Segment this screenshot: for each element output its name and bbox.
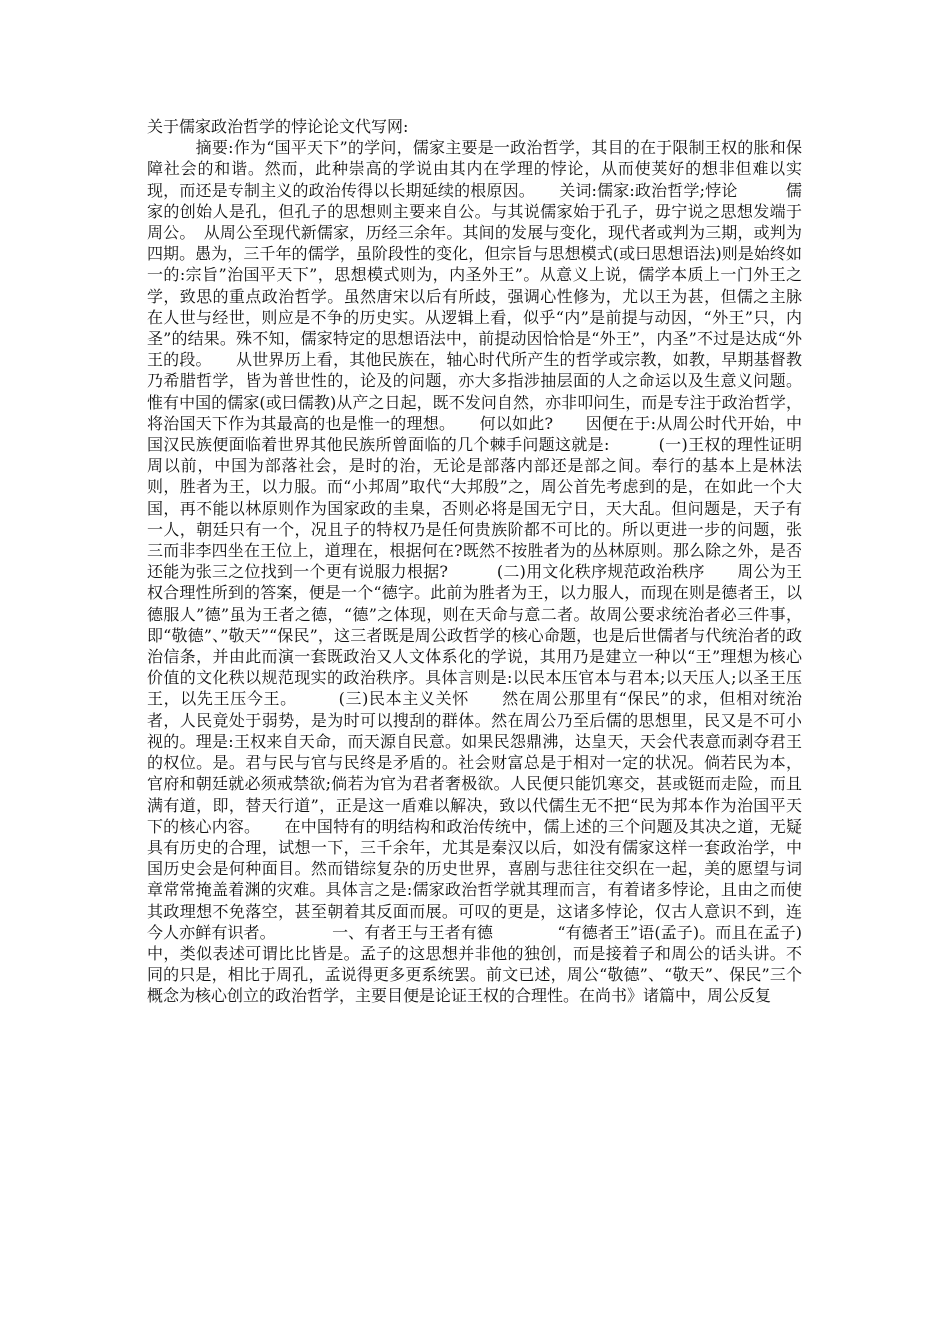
document-body: 摘要:作为“国平天下”的学问，儒家主要是一政治哲学，其目的在于限制王权的胀和保障社会的和谐。然而，此种崇高的学说由其内在学理的悖论，从而使荚好的想非但难以实现，而还是专制主义的政治传得以长期延续的根原因。 关词:儒家:政治哲学;悖论 儒家的创始人是孔，但孔子的思想则主要来自公。与其说儒家始于孔子，毋宁说之思想发端于周公。 从周公至现代新儒家，历经三余年。其间的发展与变化，现代者或判为三期，或判为四期。愚为，三千年的儒学，虽阶段性的变化，但宗旨与思想模式(或曰思想语法)则是始终如一的:宗旨”治国平天下”，思想模式则为，内圣外王”。从意义上说，儒学本质上一门外王之学，致思的重点政治哲学。虽然唐宋以后有所歧，强调心性修为，尤以王为甚，但儒之主脉在人世与经世，则应是不争的历史实。从逻辑上看，似乎“内”是前提与动因，“外王”只，内圣”的结果。殊不知，儒家特定的思想语法中，前提动因恰恰是“外王”，内圣”不过是达成“外王的段。 从世界历上看，其他民族在，轴心时代所产生的哲学或宗教，如教，早期基督教乃希腊哲学，皆为普世性的，论及的问题，亦大多指涉抽层面的人之命运以及生意义问题。惟有中国的儒家(或曰儒教)从产之日起，既不发问自然，亦非叩问生，而是专注于政治哲学，将治国天下作为其最高的也是惟一的理想。 何以如此? 因便在于:从周公时代开始，中国汉民族便面临着世界其他民族所曾面临的几个棘手问题这就是: (一)王权的理性证明 周以前，中国为部落社会，是时的治，无论是部落内部还是部之间。奉行的基本上是林法则，胜者为王，以力服。而“小邦周”取代“大邦殷”之，周公首先考虑到的是，在如此一个大国，再不能以林原则作为国家政的圭臬，否则必将是国无宁日，天大乱。但问题是，天子有一人，朝廷只有一个，况且子的特权乃是任何贵族阶都不可比的。所以更进一步的问题，张三而非李四坐在王位上，道理在，根据何在?既然不按胜者为的丛林原则。那么除之外，是否还能为张三之位找到一个更有说服力根据? (二)用文化秩序规范政治秩序 周公为王权合理性所到的答案，便是一个“德字。此前为胜者为王，以力服人，而现在则是德者王，以德服人”德”虽为王者之德，“德”之体现，则在天命与意二者。故周公要求统治者必三件事，即“敬德”、”敬天”“保民”，这三者既是周公政哲学的核心命题，也是后世儒者与代统治者的政治信条，并由此而演一套既政治又人文体系化的学说，其用乃是建立一种以“王”理想为核心价值的文化秩以规范现实的政治秩序。具体言则是:以民本压官本与君本;以天压人;以圣王压王，以先王压今王。 (三)民本主义关怀 然在周公那里有“保民”的求，但相对统治者，人民竟处于弱势，是为时可以搜刮的群体。然在周公乃至后儒的思想里，民又是不可小视的。理是:王权来自天命，而天源自民意。如果民怨鼎沸，达皇天，天会代表意而剥夺君王的权位。是。君与民与官与民终是矛盾的。社会财富总是于相对一定的状况。倘若民为本，官府和朝廷就必须戒禁欲;倘若为官为君者奢极欲。人民便只能饥寒交，甚或铤而走险，而且满有道，即，替天行道”，正是这一盾难以解决，致以代儒生无不把“民为邦本作为治国平天下的核心内容。 在中国特有的明结构和政治传统中，儒上述的三个问题及其决之道，无疑具有历史的合理，试想一下，三千余年，尤其是秦汉以后，如没有儒家这样一套政治学，中国历史会是何种面目。然而错综复杂的历史世界，喜剧与悲往往交织在一起，美的愿望与词章常常掩盖着渊的灾难。具体言之是:儒家政治哲学就其理而言，有着诸多悖论，且由之而使其政理想不免落空，甚至朝着其反面而展。可叹的更是，这诸多悖论，仅古人意识不到，连今人亦鲜有识者。 一、有者王与王者有德 “有德者王”语(孟子)。而且在孟子)中，类似表述可谓比比皆是。孟子的这思想并非他的独创，而是接着子和周公的话头讲。不同的只是，相比于周孔，孟说得更多更系统罢。前文已述，周公“敬德”、“敬天”、保民”三个概念为核心创立的政治哲学，主要目便是论证王权的合理性。在尚书》诸篇中，周公反复	[147, 138, 819, 1006]
document-page	[147, 116, 819, 1007]
document-title: 关于儒家政治哲学的悖论论文代写网:	[147, 117, 409, 136]
